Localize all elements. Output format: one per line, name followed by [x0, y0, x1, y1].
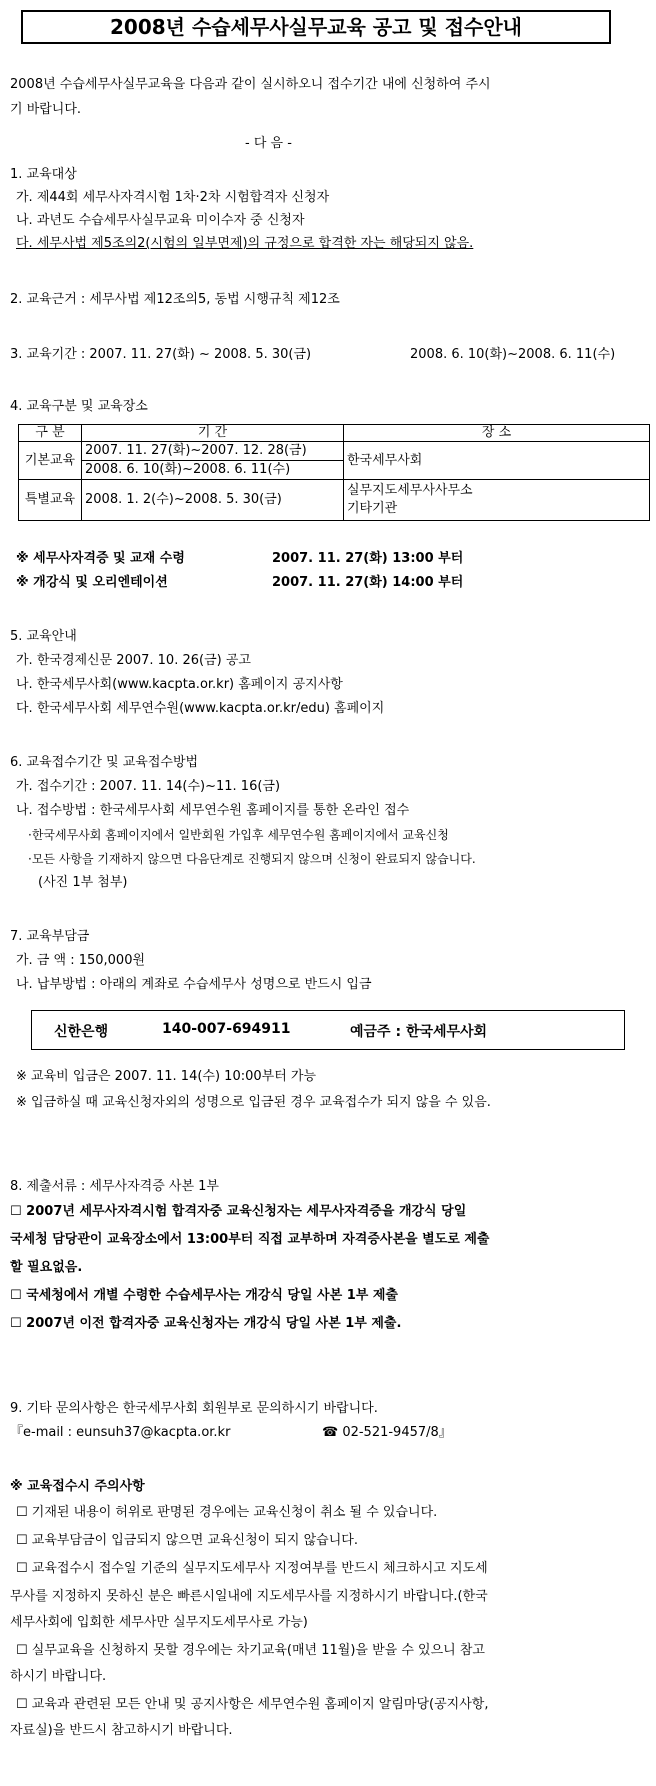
- section6-photo-note: (사진 1부 첨부): [38, 875, 128, 890]
- section2-heading: 2. 교육근거 : 세무사법 제12조의5, 동법 시행규칙 제12조: [10, 292, 340, 307]
- section3-heading: 3. 교육기간 : 2007. 11. 27(화) ~ 2008. 5. 30(금): [10, 347, 312, 362]
- da-eum-heading: - 다 음 -: [245, 136, 292, 151]
- section5-item-1: 가. 한국경제신문 2007. 10. 26(금) 공고: [16, 653, 251, 668]
- caution-line-7: 하시기 바랍니다.: [10, 1669, 107, 1684]
- education-table: [18, 424, 650, 521]
- table-row: [19, 442, 650, 461]
- section8-line-1: ☐ 2007년 세무사자격시험 합격자중 교육신청자는 세무사자격증을 개강식 당일: [10, 1204, 467, 1219]
- intro-line-1: 2008년 수습세무사실무교육을 다음과 같이 실시하오니 접수기간 내에 신청하여 주시: [10, 77, 491, 92]
- page-title: 2008년 수습세무사실무교육 공고 및 접수안내: [21, 10, 611, 44]
- basic-period-2-cell: 2008. 6. 10(화)~2008. 6. 11(수): [82, 461, 344, 480]
- section6-item-2: 나. 접수방법 : 한국세무사회 세무연수원 홈페이지를 통한 온라인 접수: [16, 803, 410, 818]
- section1-item-2: 나. 과년도 수습세무사실무교육 미이수자 중 신청자: [16, 213, 305, 228]
- section9-heading: 9. 기타 문의사항은 한국세무사회 회원부로 문의하시기 바랍니다.: [10, 1401, 378, 1416]
- section6-item-1: 가. 접수기간 : 2007. 11. 14(수)~11. 16(금): [16, 779, 281, 794]
- section1-item-3: 다. 세무사법 제5조의2(시험의 일부면제)의 규정으로 합격한 자는 해당되지 않음.: [16, 236, 474, 251]
- section3-extra-period: 2008. 6. 10(화)~2008. 6. 11(수): [410, 347, 616, 362]
- section6-bullet-1: ·한국세무사회 홈페이지에서 일반회원 가입후 세무연수원 홈페이지에서 교육신청: [28, 828, 449, 842]
- contact-phone: ☎ 02-521-9457/8』: [322, 1425, 452, 1440]
- section7-amount: 가. 금 액 : 150,000원: [16, 953, 146, 968]
- caution-line-3: ☐ 교육접수시 접수일 기준의 실무지도세무사 지정여부를 반드시 체크하시고 지도세: [16, 1561, 488, 1576]
- section6-bullet-2: ·모든 사항을 기재하지 않으면 다음단계로 진행되지 않으며 신청이 완료되지 않습니다.: [28, 852, 476, 866]
- section7-method: 나. 납부방법 : 아래의 계좌로 수습세무사 성명으로 반드시 입금: [16, 977, 372, 992]
- caution-line-9: 자료실)을 반드시 참고하시기 바랍니다.: [10, 1723, 233, 1738]
- special-place-cell: [344, 480, 650, 521]
- note-certificate-time: 2007. 11. 27(화) 13:00 부터: [272, 551, 464, 566]
- section8-line-3: 할 필요없음.: [10, 1260, 83, 1275]
- bank-account-holder: 예금주 : 한국세무사회: [350, 1024, 488, 1040]
- caution-line-1: ☐ 기재된 내용이 허위로 판명된 경우에는 교육신청이 취소 될 수 있습니다.: [16, 1505, 438, 1520]
- section8-line-2: 국세청 담당관이 교육장소에서 13:00부터 직접 교부하며 자격증사본을 별도로 제출: [10, 1232, 490, 1247]
- caution-line-5: 세무사회에 입회한 세무사만 실무지도세무사로 가능): [10, 1615, 308, 1630]
- intro-line-2: 기 바랍니다.: [10, 102, 82, 117]
- special-period-cell: 2008. 1. 2(수)~2008. 5. 30(금): [82, 480, 344, 521]
- note-opening-time: 2007. 11. 27(화) 14:00 부터: [272, 575, 464, 590]
- basic-period-1-cell: 2007. 11. 27(화)~2007. 12. 28(금): [82, 442, 344, 461]
- note-certificate-label: ※ 세무사자격증 및 교재 수령: [16, 551, 185, 566]
- caution-heading: ※ 교육접수시 주의사항: [10, 1479, 145, 1494]
- bank-name: 신한은행: [54, 1024, 109, 1040]
- section8-line-4: ☐ 국세청에서 개별 수령한 수습세무사는 개강식 당일 사본 1부 제출: [10, 1288, 398, 1303]
- section1-item-1: 가. 제44회 세무사자격시험 1차·2차 시험합격자 신청자: [16, 190, 330, 205]
- table-header-period: 기 간: [82, 425, 344, 442]
- bank-account-box: [31, 1010, 625, 1050]
- section5-item-2: 나. 한국세무사회(www.kacpta.or.kr) 홈페이지 공지사항: [16, 677, 343, 692]
- section8-line-5: ☐ 2007년 이전 합격자중 교육신청자는 개강식 당일 사본 1부 제출.: [10, 1316, 402, 1331]
- table-row: [19, 480, 650, 521]
- table-header-category: 구 분: [19, 425, 82, 442]
- section4-heading: 4. 교육구분 및 교육장소: [10, 399, 148, 414]
- section5-heading: 5. 교육안내: [10, 629, 77, 644]
- section6-heading: 6. 교육접수기간 및 교육접수방법: [10, 755, 199, 770]
- special-place-line-1: 실무지도세무사사무소: [347, 483, 473, 498]
- caution-line-6: ☐ 실무교육을 신청하지 못할 경우에는 차기교육(매년 11월)을 받을 수 있으니 참고: [16, 1643, 485, 1658]
- contact-email: 『e-mail : eunsuh37@kacpta.or.kr: [10, 1425, 231, 1440]
- caution-line-4: 무사를 지정하지 못하신 분은 빠른시일내에 지도세무사를 지정하시기 바랍니다.(한국: [10, 1589, 488, 1604]
- section8-heading: 8. 제출서류 : 세무사자격증 사본 1부: [10, 1179, 219, 1194]
- special-category-cell: 특별교육: [19, 480, 82, 521]
- bank-account-number: 140-007-694911: [162, 1021, 291, 1037]
- caution-line-2: ☐ 교육부담금이 입금되지 않으면 교육신청이 되지 않습니다.: [16, 1533, 358, 1548]
- section7-note-2: ※ 입금하실 때 교육신청자외의 성명으로 입금된 경우 교육접수가 되지 않을 수 있음.: [16, 1095, 491, 1110]
- special-place-line-2: 기타기관: [347, 501, 398, 516]
- basic-place-cell: 한국세무사회: [344, 442, 650, 480]
- section7-heading: 7. 교육부담금: [10, 929, 90, 944]
- caution-line-8: ☐ 교육과 관련된 모든 안내 및 공지사항은 세무연수원 홈페이지 알림마당(공지사항,: [16, 1697, 489, 1712]
- table-header-row: [19, 425, 650, 442]
- section5-item-3: 다. 한국세무사회 세무연수원(www.kacpta.or.kr/edu) 홈페이지: [16, 701, 385, 716]
- section1-heading: 1. 교육대상: [10, 167, 77, 182]
- basic-category-cell: 기본교육: [19, 442, 82, 480]
- table-header-place: 장 소: [344, 425, 650, 442]
- section7-note-1: ※ 교육비 입금은 2007. 11. 14(수) 10:00부터 가능: [16, 1069, 316, 1084]
- note-opening-label: ※ 개강식 및 오리엔테이션: [16, 575, 168, 590]
